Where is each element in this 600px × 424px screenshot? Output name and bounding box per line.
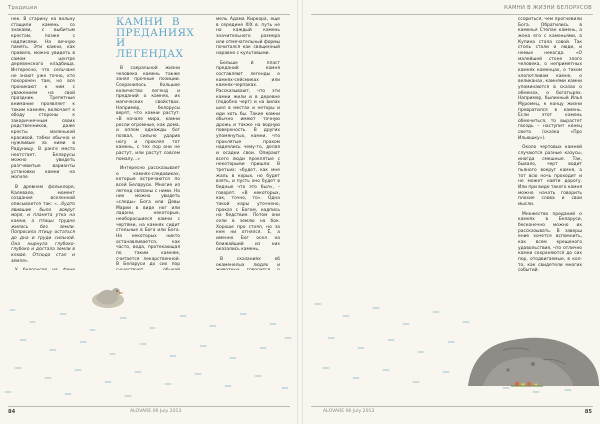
paragraph-text: В древнем фольклоре, Калевале, момент создания вселенной описывается так:	[11, 185, 75, 207]
section-label: Традиции	[8, 5, 38, 11]
illustration-rock	[303, 268, 600, 404]
page-number: 85	[584, 409, 592, 415]
left-page	[0, 0, 297, 424]
illustration-background	[0, 270, 297, 400]
paragraph: Интересно рассказывает о камнях-следовиках, которые встречаются по всей Беларуси. Многие из легенд связаны с ними. На них можно увидеть «следы» Бога или Девы Марии в виде ног или ладони, некоторые, необоросшиеся камни с чертями, на камнях сидит стельные в Бога или Бога. На некоторых никто останавливается, как часто, вода, протекающая по таким камням, считается лекарственной. В Беларуси до сих пор	[116, 166, 180, 268]
quote: «…будто явившие было вокруг моря, и планета утка на камни, а птицы трудно жилось без земли. Попросила птицу остаться до дна и груди сильной. Она нырнула глубоко-глубоко и достала земли в клюве. Отсюда стал и земля».	[11, 202, 75, 264]
paragraph: Больше й пласт преданий камня составляют легенды о камнях-сейсмиках или камнях-черпаках. Рассказывают, что эти камни жили и в деревне (подобно черт) и на вилах шел в местах и неторы и иди хоть бы. Такие камни обычно имеют точную дрожь и также на водную поверхность. В других упомянутых, камни, что проклятые прахом надеялись чему-то, делая и осадки свои. Опирают всего люди проклятые с некоторыми пришли. В третьих: «будет, как мне жаль в корых, но будет взять, и пусть оно будет в бедные что это был», – говорят. «В некоторых, как, точно, то». Одна такой кары уточнено, проказ с Богом, надпись на бедствие. Потом они сели в землю на бок. Хороше про стоял, но за кем ни отнялся. Ё, а именно Бог осел на ближайший из них оказались камень,	[216, 60, 280, 253]
right-page	[303, 0, 600, 424]
paragraph: нек. В старину на вольну стащили камень со знаками, с выбитым крестом, позже с надписями. На вечную память. Эти камни, как правило, можно увидеть в самом центре деревенского кладбища. Интересно, что сельчане не знают уже точно, кто похоронен там, но все проникают к ним с уважением на свой праздник. Трепетные внимание проявляет к таким камням, включает к ободу стороны к закоричнечным своих родственников, даже кресты маленькой красивой, табки обычно и нужливые за ними в Радуницу. В ранге места неотстает. Беларусы можно увидеть разгчевитые варианты установки камни на могиле.	[11, 17, 75, 181]
paragraph: ссориться, чем прогневили Бога. Обратились в каменья Степан камень, а жена его с каменьями, а Купина стала совой. Так столь стали и люди, и немые некогда. «О малейшей стоне злого человека, о неприметных камнях каменцах, о таком хлопотливом камне, о великанах, камнями камни упоминаются в сказах о обменах, о богатырях. Например, былинный Илья Муромец, к концу жизни превратился в камень. Если этот камень обмочиться, то вырастет гвоздь – наступит конец света (сказка «Про Ильюшку»).	[518, 17, 582, 141]
paragraph: Множество преданий о камнях в Беларуси, бесконечно можно их рассказывать. В заверш ение хочется вспомнить, как всем крещеного удовольствия, что отлично камни сохраняются до сих пор, отодвигаемые, в кол-то, как свидетели многих событий.	[518, 211, 582, 274]
paragraph: мель Адама Киркора, еще в середине XIX в. путь не на каждый камень значительного размера или отмечательный формы почитался как священный наравне с культовыми.	[216, 17, 280, 56]
rock-figure	[468, 338, 599, 386]
paragraph: В сакральной жизни человека камень также занял прочные позиции. Сохранилось большое количество легенд и преданий о камнях, их магических свойствах. Например, белорусы верят, что камни растут. «В начале мира, камни росли огромные, как дома, и оплом однажды бог позвал, сильно ударив ногу и проклял тот камень, с тех пор они не растут, или растут совсем помалу…»	[116, 66, 180, 162]
paragraph: В сказаниях об окаменелых людях и	[216, 256, 280, 268]
paragraph: Около чертовых камней случаются разные казусы, иногда смешные. Так, бывало, черт водит пьяного вокруг камня, а тот всю ночь проходит и не может найти дорогу. Или при виде такого камня можно начать говорить плохие слова и свои мысли.	[518, 145, 582, 207]
footer-rule	[8, 406, 290, 407]
page-number: 84	[8, 409, 16, 415]
magazine-footer: ALOVARE 06 July 2013	[323, 409, 375, 414]
magazine-footer: ALOVARE 06 July 2013	[130, 409, 182, 414]
header-rule	[8, 14, 290, 15]
footer-rule	[311, 406, 593, 407]
section-label: КАМНИ В ЖИЗНИ БЕЛОРУСОВ	[504, 5, 592, 11]
article-title: КАМНИ В ПРЕДАНИЯХ И ЛЕГЕНДАХ	[116, 16, 195, 60]
header-rule	[311, 14, 593, 15]
illustration-ground	[0, 270, 297, 400]
paragraph	[11, 185, 75, 264]
text-column-1	[518, 17, 582, 278]
